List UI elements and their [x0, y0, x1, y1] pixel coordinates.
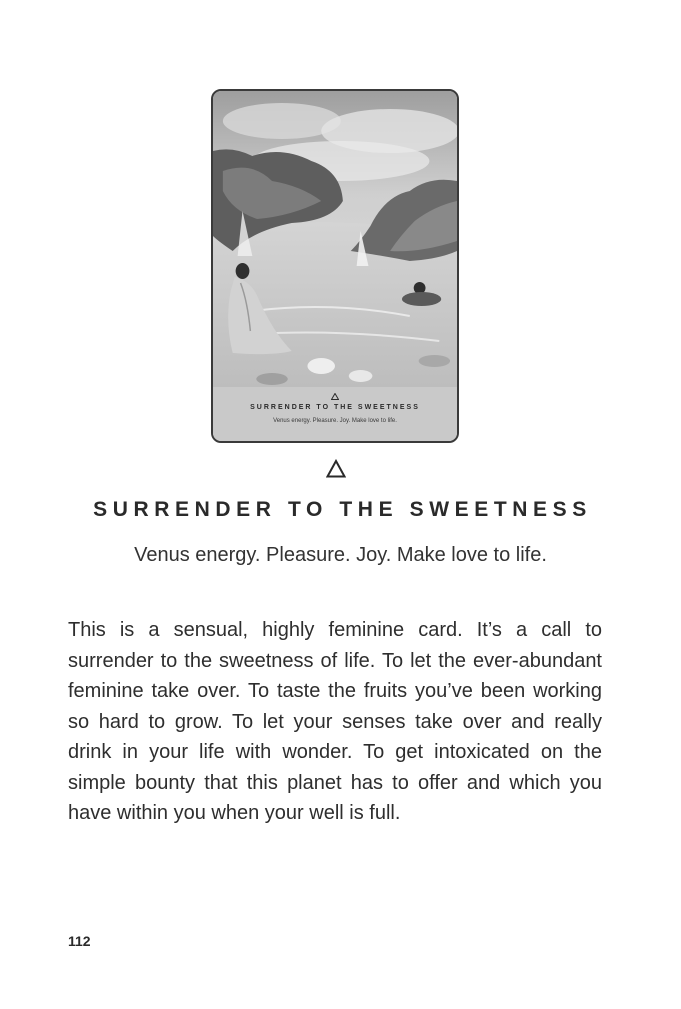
page-subtitle: Venus energy. Pleasure. Joy. Make love to life. [134, 544, 547, 566]
card-title: SURRENDER TO THE SWEETNESS [250, 404, 420, 411]
oracle-card [211, 89, 459, 443]
card-subtitle: Venus energy. Pleasure. Joy. Make love to life. [273, 418, 397, 424]
triangle-icon [331, 393, 339, 400]
page-number: 112 [68, 933, 91, 949]
page-title: SURRENDER TO THE SWEETNESS [93, 498, 592, 521]
triangle-icon [326, 459, 346, 479]
card-illustration [213, 91, 457, 387]
body-paragraph: This is a sensual, highly feminine card. It’s a call to surrender to the sweetness of life. To let the ever-abundant feminine take over. To taste the fruits you’ve been working so hard to grow. To let your senses take over and really drink in your life with wonder. To get intoxicated on the simple bounty that this planet has to offer and which you have within you when your well is full. [68, 619, 602, 824]
card-caption [213, 387, 457, 443]
